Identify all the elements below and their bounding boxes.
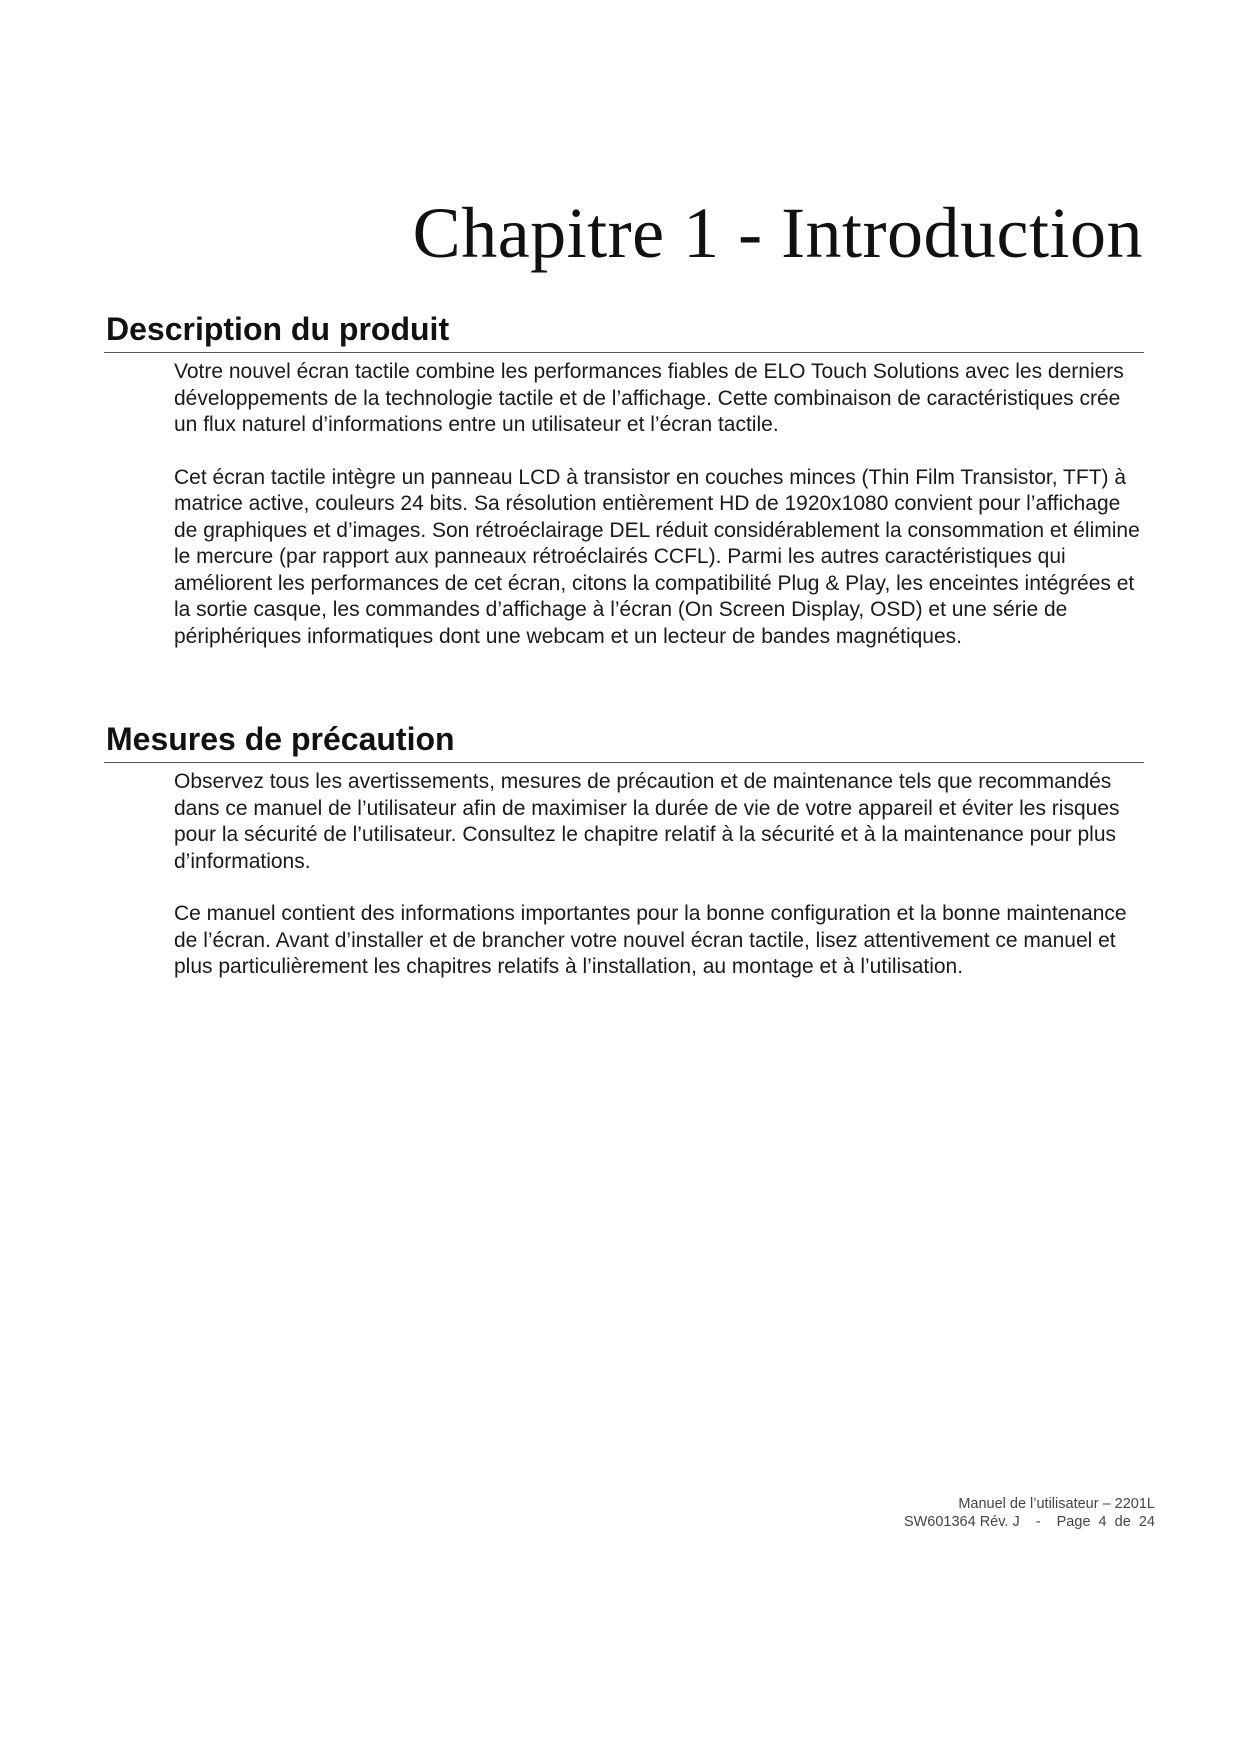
footer-separator: - xyxy=(1035,1514,1041,1530)
section-heading: Mesures de précaution xyxy=(104,720,1144,763)
paragraph: Observez tous les avertissements, mesures de précaution et de maintenance tels que recommandés dans ce manuel de l’utilisateur afin de maximiser la durée de vie de votre appareil et éviter les risques pour la sécurité de l’utilisateur. Consultez le chapitre relatif à la sécurité et à la maintenance pour plus d’informations. xyxy=(174,770,1120,873)
footer-page-number: Page 4 de 24 xyxy=(1056,1514,1155,1530)
section-body xyxy=(174,769,1149,981)
footer-reference-line xyxy=(904,1513,1155,1531)
chapter-title: Chapitre 1 - Introduction xyxy=(412,193,1143,273)
section-description xyxy=(104,310,1144,676)
paragraph: Cet écran tactile intègre un panneau LCD à transistor en couches minces (Thin Film Transistor, TFT) à matrice active, couleurs 24 bits. Sa résolution entièrement HD de 1920x1080 convient pour l’affichage de graphiques et d’images. Son rétroéclairage DEL réduit considérablement la consommation et élimine le mercure (par rapport aux panneaux rétroéclairés CCFL). Parmi les autres caractéristiques qui améliorent les performances de cet écran, citons la compatibilité Plug & Play, les enceintes intégrées et la sortie casque, les commandes d’affichage à l’écran (On Screen Display, OSD) et une série de périphériques informatiques dont une webcam et un lecteur de bandes magnétiques. xyxy=(174,465,1140,648)
section-heading: Description du produit xyxy=(104,310,1144,353)
footer-manual-title: Manuel de l’utilisateur – 2201L xyxy=(958,1496,1155,1512)
paragraph: Ce manuel contient des informations importantes pour la bonne configuration et la bonne maintenance de l’écran. Avant d’installer et de brancher votre nouvel écran tactile, lisez attentivement ce manuel et plus particulièrement les chapitres relatifs à l’installation, au montage et à l’utilisation. xyxy=(174,902,1127,978)
paragraph: Votre nouvel écran tactile combine les performances fiables de ELO Touch Solutions avec les derniers développements de la technologie tactile et de l’affichage. Cette combinaison de caractéristiques crée un flux naturel d’informations entre un utilisateur et l’écran tactile. xyxy=(174,360,1124,436)
footer-doc-ref: SW601364 Rév. J xyxy=(903,1514,1020,1530)
section-body xyxy=(174,359,1149,650)
section-precautions xyxy=(104,720,1144,1007)
page-footer xyxy=(904,1495,1155,1531)
